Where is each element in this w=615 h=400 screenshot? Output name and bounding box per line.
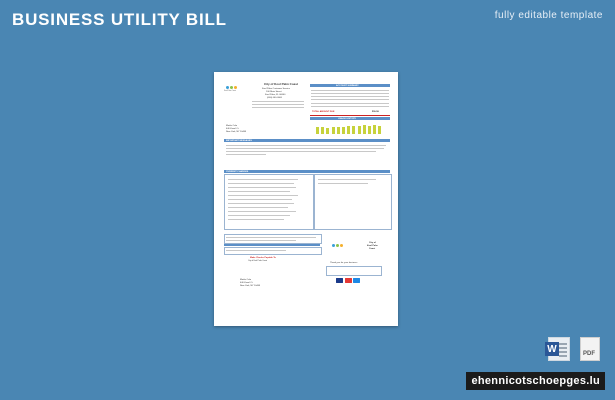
usage-bar bbox=[342, 127, 345, 134]
total-due-value: $59.58 bbox=[372, 111, 379, 113]
address-line-2: 100 Main Street bbox=[266, 91, 282, 93]
word-file-icon[interactable]: W bbox=[548, 337, 570, 361]
usage-bar bbox=[378, 126, 381, 134]
page-title: BUSINESS UTILITY BILL bbox=[12, 10, 227, 29]
usage-bar bbox=[352, 126, 355, 134]
pdf-file-icon[interactable]: PDF bbox=[580, 337, 600, 361]
stub-customer-city: New York, NY 10465 bbox=[240, 285, 261, 287]
usage-bar bbox=[368, 126, 371, 134]
brand-badge[interactable]: ehennicotschoepges.lu bbox=[466, 372, 605, 390]
city-name: City of Kool Palm Coast bbox=[264, 82, 299, 86]
city-logo-icon bbox=[226, 86, 237, 89]
payment-title: Make Checks Payable To bbox=[250, 257, 276, 259]
account-summary-title: ACCOUNT SUMMARY bbox=[336, 84, 359, 87]
customer-name: Marlin Cole bbox=[226, 125, 238, 127]
bill-preview: Kool Palm Coast City of Kool Palm Coast Kool Palm Customer Service 100 Main Street Kool Palm, FL 00000 (000) 000-0000 ACCOUNT SUMMARY TOTAL AMOUNT DUE $59.58 Marlin Cole 440 Kozel Ct New York, NY 10465 USAGE HISTORY IMPORTANT MESSAGES CURRENT CHARGES City of Kool Palm Coast Make Checks Payable To City of Kool Palm Coast Thank you for your business Marlin Cole 440 Kozel Ct New York, NY 10465 bbox=[214, 72, 398, 326]
charges-title: CURRENT CHARGES bbox=[226, 170, 249, 173]
usage-bar bbox=[373, 125, 376, 134]
usage-bar bbox=[321, 127, 324, 134]
customer-street: 440 Kozel Ct bbox=[226, 128, 239, 130]
page-subtitle: fully editable template bbox=[494, 10, 603, 21]
usage-bar bbox=[337, 127, 340, 134]
usage-bar bbox=[358, 126, 361, 134]
stub-customer-name: Marlin Cole bbox=[240, 279, 252, 281]
payment-org: City of Kool Palm Coast bbox=[248, 260, 267, 262]
usage-bar bbox=[363, 125, 366, 134]
stub-logo-icon bbox=[332, 244, 343, 247]
usage-history-title: USAGE HISTORY bbox=[338, 117, 356, 120]
stub-city-line-2: Kool Palm bbox=[367, 245, 378, 247]
card-logos-icon bbox=[336, 278, 360, 283]
stub-city-line-1: City of bbox=[369, 242, 376, 244]
address-line-3: Kool Palm, FL 00000 bbox=[265, 94, 286, 96]
total-due-label: TOTAL AMOUNT DUE bbox=[312, 111, 335, 113]
stub-customer-street: 440 Kozel Ct bbox=[240, 282, 253, 284]
address-line-1: Kool Palm Customer Service bbox=[262, 88, 290, 90]
customer-city: New York, NY 10465 bbox=[226, 131, 247, 133]
messages-title: IMPORTANT MESSAGES bbox=[226, 139, 252, 142]
usage-history-chart bbox=[316, 122, 386, 134]
usage-bar bbox=[326, 128, 329, 134]
stub-city-line-3: Coast bbox=[369, 248, 376, 250]
usage-bar bbox=[316, 127, 319, 134]
tagline: Thank you for your business bbox=[330, 262, 358, 264]
address-line-4: (000) 000-0000 bbox=[267, 97, 282, 99]
usage-bar bbox=[332, 127, 335, 134]
usage-bar bbox=[347, 126, 350, 134]
